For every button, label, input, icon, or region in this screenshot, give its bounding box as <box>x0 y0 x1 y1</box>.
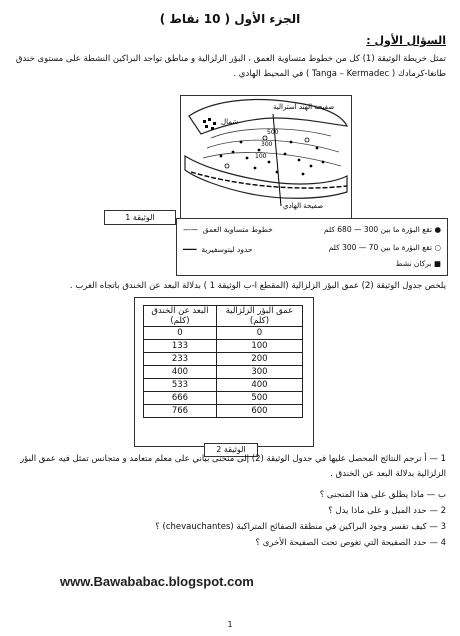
map-drawing <box>181 96 351 218</box>
map-legend <box>176 218 448 276</box>
legend-isobath: خطوط متساوية العمق —— <box>183 225 273 234</box>
legend-mid-focus: ○ تقع البؤرة ما بين 70 — 300 كلم <box>328 243 441 252</box>
blog-url: www.Bawababac.blogspot.com <box>60 574 254 589</box>
intro-text: تمثل خريطة الوثيقة (1) كل من خطوط متساوية العمق ، البؤر الزلزالية و مناطق تواجد البراكين النشطة على مستوى خندق طانغا-كرمادك ( Tanga – Kermadec ) في المحيط الهادي . <box>15 54 446 79</box>
table-row: 400 300 <box>144 366 303 379</box>
table-row: 233 200 <box>144 353 303 366</box>
header-distance: البعد عن الخندق (كلم) <box>144 306 217 327</box>
map-label-north: شمال <box>221 118 239 126</box>
map-label-indian-plate: صفيحة الهند استرالية <box>273 103 335 111</box>
task-2: 2 — حدد الميل و على ماذا يدل ؟ <box>328 506 446 516</box>
study-text: يلخص جدول الوثيقة (2) عمق البؤر الزلزالية (المقطع ا-ب الوثيقة 1 ) بدلالة البعد عن الخندق باتجاه الغرب . <box>69 281 446 291</box>
map-label-pacific-plate: صفيحة الهادي <box>283 202 324 210</box>
task-3: 3 — كيف تفسر وجود البراكين في منطقة الصفائح المتراكبة (chevauchantes) ؟ <box>155 522 446 532</box>
map-contour-100: 100 <box>255 153 267 160</box>
task-1a: 1 — أ ترجم النتائج المحصل عليها في جدول الوثيقة (2) إلى منحنى بياني على معلم متعامد و متجانس تمثل فيه عمق البؤر الزلزالية بدلالة البعد عن الخندق . <box>20 454 446 479</box>
legend-deep-focus: ● تقع البؤرة ما بين 300 — 680 كلم <box>323 225 441 234</box>
legend-volcano: ■ بركان نشط <box>395 259 441 268</box>
table-row: 133 100 <box>144 340 303 353</box>
task-1b: ب — ماذا يطلق على هذا المنحنى ؟ <box>319 490 446 500</box>
page-title: الجزء الأول ( 10 نقاط ) <box>159 12 301 26</box>
table-row: 766 600 <box>144 405 303 418</box>
table-row: 666 500 <box>144 392 303 405</box>
document-2-label: الوثيقة 2 <box>204 443 258 457</box>
document-1-label: الوثيقة 1 <box>104 210 176 225</box>
question-heading: السؤال الأول : <box>366 34 446 47</box>
subduction-map <box>180 95 352 219</box>
page-number: 1 <box>227 620 233 629</box>
map-contour-500: 500 <box>267 129 279 136</box>
task-4: 4 — حدد الصفيحة التي تغوص تحت الصفيحة الأخرى ؟ <box>255 538 446 548</box>
header-depth: عمق البؤر الزلزالية (كلم) <box>216 306 302 327</box>
table-row: 0 0 <box>144 327 303 340</box>
legend-lithosphere-border: حدود ليتوسفيرية ━━━ <box>183 245 253 254</box>
table-row: 533 400 <box>144 379 303 392</box>
map-contour-300: 300 <box>261 141 273 148</box>
depth-distance-table <box>143 305 303 418</box>
